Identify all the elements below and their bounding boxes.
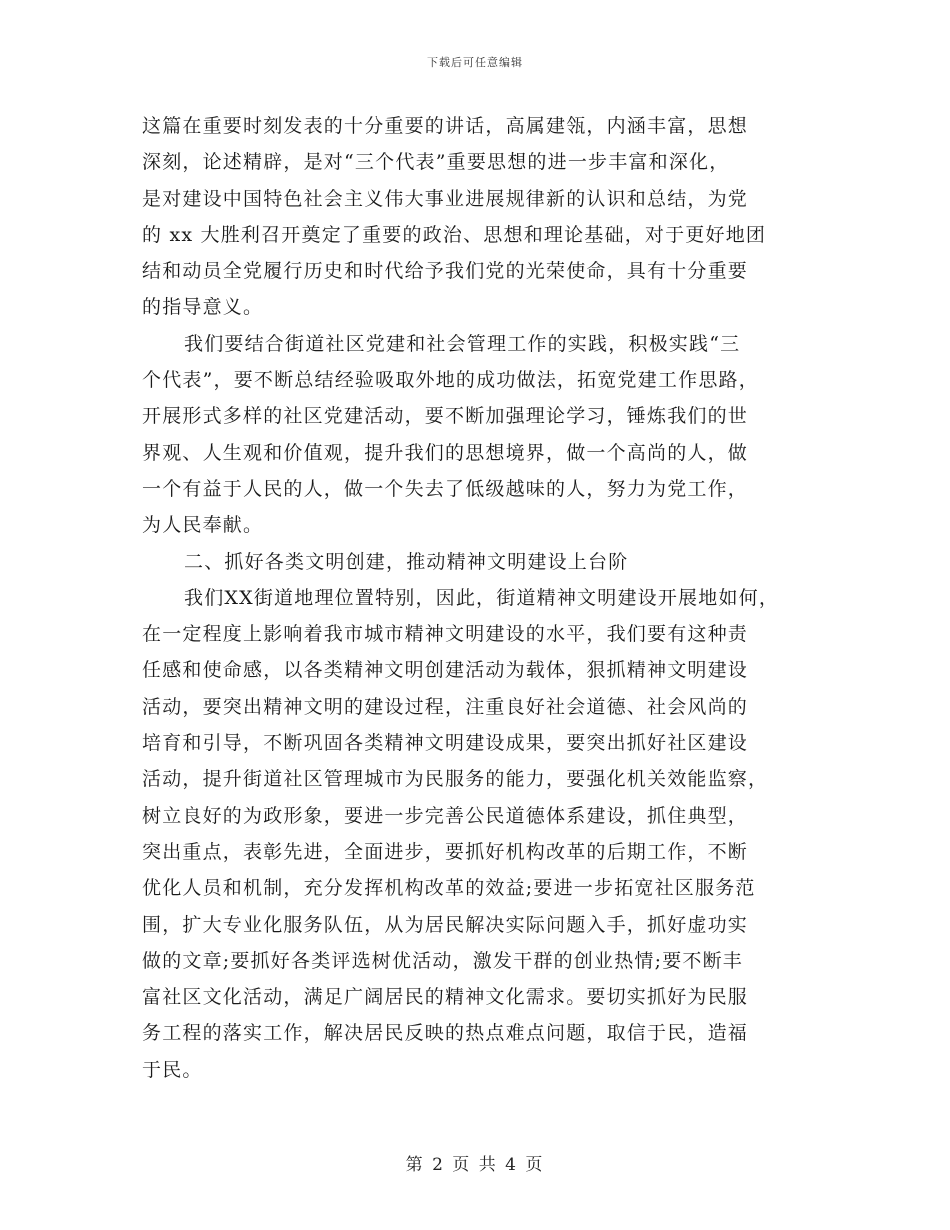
text-line: 培育和引导，不断巩固各类精神文明建设成果，要突出抓好社区建设 (142, 732, 749, 755)
text-line: 富社区文化活动，满足广阔居民的精神文化需求。要切实抓好为民服 (142, 986, 749, 1009)
text-line: 的 xx 大胜利召开奠定了重要的政治、思想和理论基础，对于更好地团 (142, 223, 767, 246)
text-line: 活动，要突出精神文明的建设过程，注重良好社会道德、社会风尚的 (142, 695, 749, 718)
text-line: 于民。 (142, 1058, 203, 1081)
text-line: 的指导意义。 (142, 296, 264, 319)
text-line: 个代表”，要不断总结经验吸取外地的成功做法，拓宽党建工作思路， (142, 369, 759, 392)
paragraph-start: 我们XX街道地理位置特别，因此，街道精神文明建设开展地如何， (184, 586, 780, 609)
section-heading: 二、抓好各类文明创建，推动精神文明建设上台阶 (184, 550, 629, 573)
text-line: 务工程的落实工作，解决居民反映的热点难点问题，取信于民，造福 (142, 1022, 749, 1045)
text-line: 界观、人生观和价值观，提升我们的思想境界，做一个高尚的人，做 (142, 441, 749, 464)
page-indicator: 第 2 页 共 4 页 (405, 1155, 545, 1175)
text-line: 优化人员和机制，充分发挥机构改革的效益;要进一步拓宽社区服务范 (142, 877, 756, 900)
text-line: 为人民奉献。 (142, 514, 264, 537)
text-line: 开展形式多样的社区党建活动，要不断加强理论学习，锤炼我们的世 (142, 405, 749, 428)
text-line: 这篇在重要时刻发表的十分重要的讲话，高属建瓴，内涵丰富，思想 (142, 115, 749, 137)
header-note: 下载后可任意编辑 (427, 56, 523, 69)
paragraph-start: 我们要结合街道社区党建和社会管理工作的实践，积极实践“三 (184, 332, 741, 355)
text-line: 一个有益于人民的人，做一个失去了低级越味的人，努力为党工作， (142, 477, 749, 500)
text-line: 结和动员全党履行历史和时代给予我们党的光荣使命，具有十分重要 (142, 260, 749, 283)
text-line: 任感和使命感，以各类精神文明创建活动为载体，狠抓精神文明建设 (142, 659, 749, 682)
text-line: 活动，提升街道社区管理城市为民服务的能力，要强化机关效能监察， (142, 768, 769, 791)
text-line: 深刻，论述精辟，是对“三个代表”重要思想的进一步丰富和深化， (142, 151, 730, 174)
text-line: 突出重点，表彰先进，全面进步，要抓好机构改革的后期工作，不断 (142, 840, 749, 863)
text-line: 围，扩大专业化服务队伍，从为居民解决实际问题入手，抓好虚功实 (142, 913, 749, 936)
text-line: 在一定程度上影响着我市城市精神文明建设的水平，我们要有这种责 (142, 623, 749, 646)
text-line: 树立良好的为政形象，要进一步完善公民道德体系建设，抓住典型， (142, 804, 749, 827)
text-line: 做的文章;要抓好各类评选树优活动，激发干群的创业热情;要不断丰 (142, 949, 744, 972)
body-text (142, 108, 808, 1088)
text-line: 是对建设中国特色社会主义伟大事业进展规律新的认识和总结，为党 (142, 187, 749, 210)
